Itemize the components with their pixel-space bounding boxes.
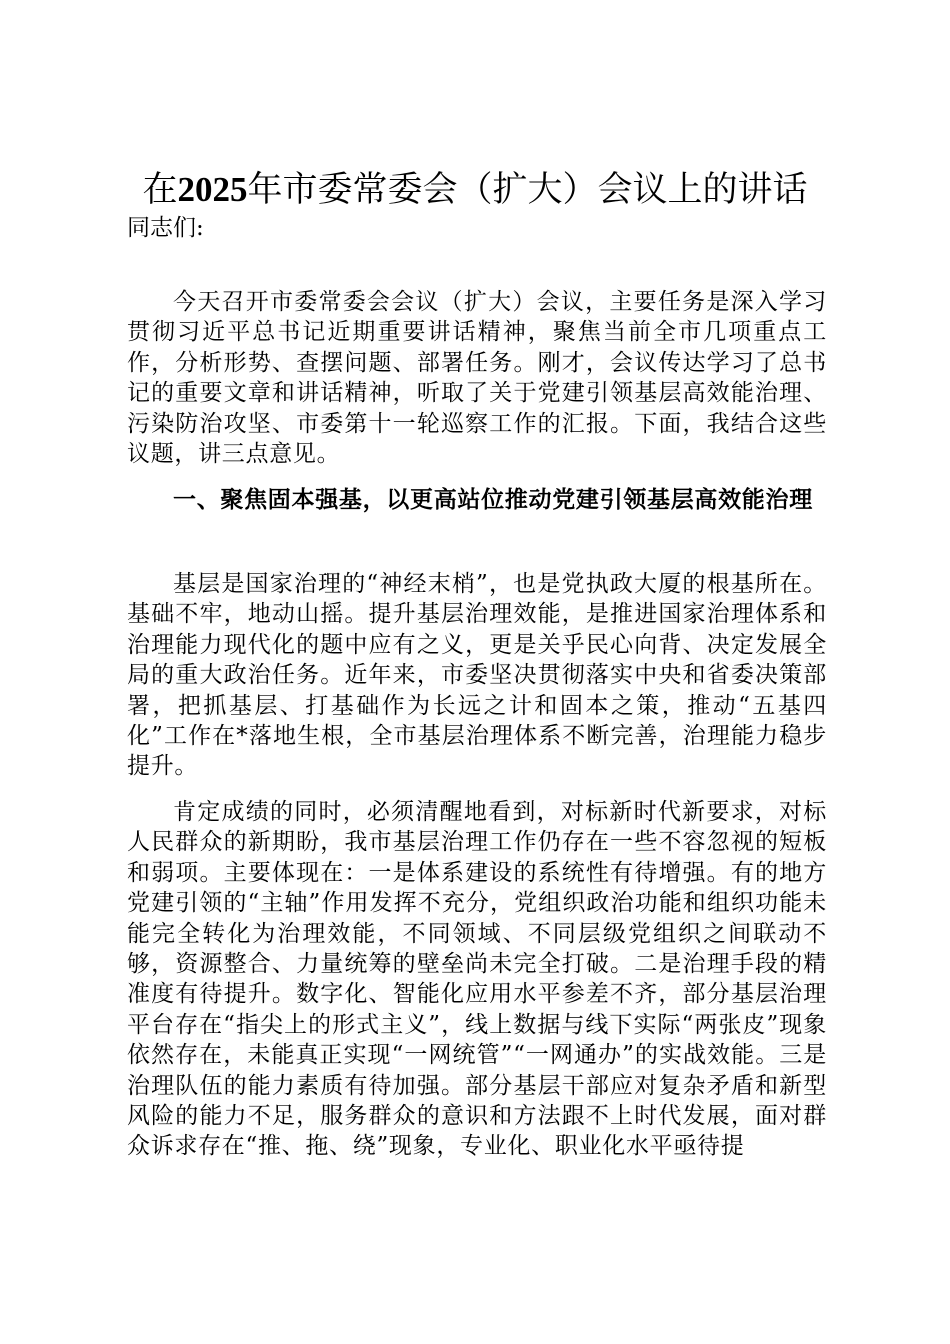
paragraph-text: 今天召开市委常委会会议（扩大）会议，主要任务是深入学习贯彻习近平总书记近期重要讲话精神，聚焦当前全市几项重点工作，分析形势、查摆问题、部署任务。刚才，会议传达学习了总书记的重要文章和讲话精神，听取了关于党建引领基层高效能治理、污染防治攻坚、市委第十一轮巡察工作的汇报。下面，我结合这些议题，讲三点意见。 [127,289,827,468]
section-heading-text: 一、聚焦固本强基，以更高站位推动党建引领基层高效能治理 [173,486,813,513]
paragraph-intro [127,287,827,469]
title-year: 2025 [177,170,248,209]
paragraph-text: 肯定成绩的同时，必须清醒地看到，对标新时代新要求，对标人民群众的新期盼，我市基层治理工作仍存在一些不容忽视的短板和弱项。主要体现在：一是体系建设的系统性有待增强。有的地方党建引领的“主轴”作用发挥不充分，党组织政治功能和组织功能未能完全转化为治理效能，不同领域、不同层级党组织之间联动不够，资源整合、力量统筹的壁垒尚未完全打破。二是治理手段的精准度有待提升。数字化、智能化应用水平参差不齐，部分基层治理平台存在“指尖上的形式主义”，线上数据与线下实际“两张皮”现象依然存在，未能真正实现“一网统管”“一网通办”的实战效能。三是治理队伍的能力素质有待加强。部分基层干部应对复杂矛盾和新型风险的能力不足，服务群众的意识和方法跟不上时代发展，面对群众诉求存在“推、拖、绕”现象，专业化、职业化水平亟待提 [127,799,827,1160]
title-prefix: 在 [142,170,178,210]
salutation: 同志们: [127,215,204,241]
title-suffix: 年市委常委会（扩大）会议上的讲话 [247,170,808,210]
paragraph-text: 基层是国家治理的“神经末梢”，也是党执政大厦的根基所在。基础不牢，地动山摇。提升基层治理效能，是推进国家治理体系和治理能力现代化的题中应有之义，更是关乎民心向背、决定发展全局的重大政治任务。近年来，市委坚决贯彻落实中央和省委决策部署，把抓基层、打基础作为长远之计和固本之策，推动“五基四化”工作在*落地生根，全市基层治理体系不断完善，治理能力稳步提升。 [127,571,827,780]
paragraph-grassroots [127,569,827,782]
paragraph-shortcomings [127,797,827,1162]
section-heading-1 [127,485,827,515]
